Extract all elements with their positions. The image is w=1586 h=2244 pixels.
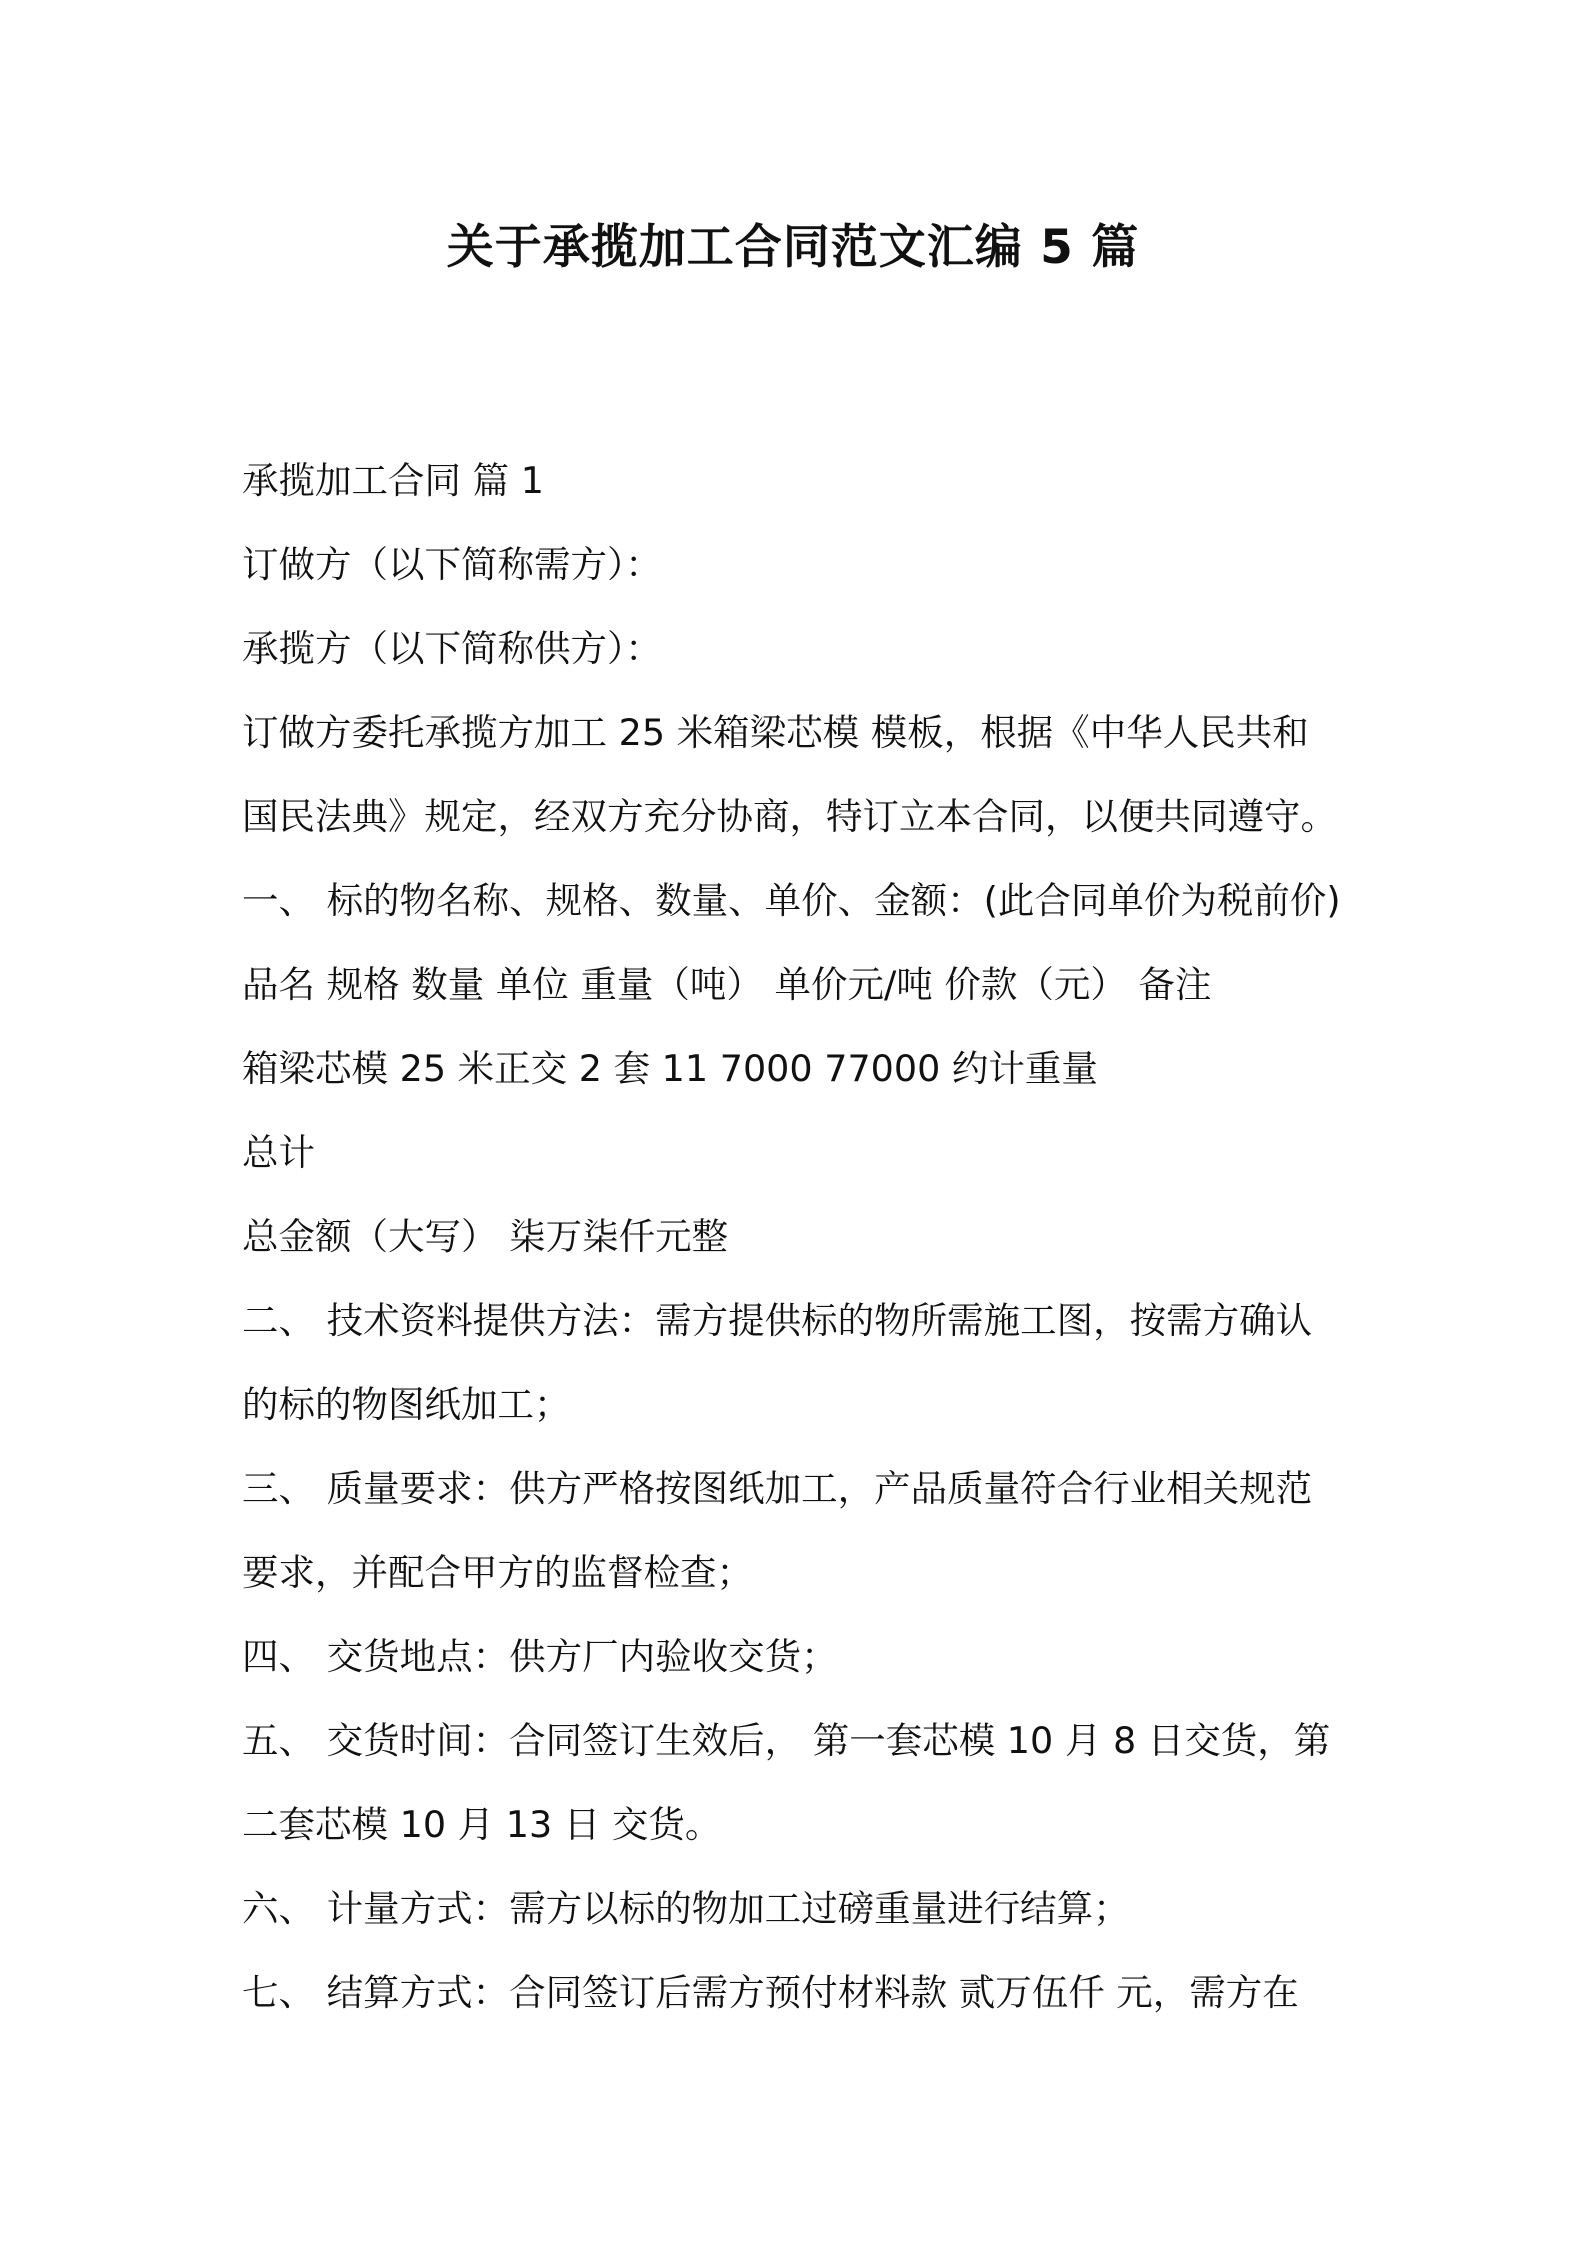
paragraph-line: 订做方委托承揽方加工 25 米箱梁芯模 模板，根据《中华人民共和 — [242, 711, 1309, 754]
table-header-line: 品名 规格 数量 单位 重量（吨） 单价元/吨 价款（元） 备注 — [242, 963, 1212, 1006]
section-heading: 承揽加工合同 篇 1 — [242, 459, 544, 502]
clause-line: 三、 质量要求：供方严格按图纸加工，产品质量符合行业相关规范 — [242, 1467, 1313, 1510]
clause-line: 六、 计量方式：需方以标的物加工过磅重量进行结算； — [242, 1887, 1130, 1930]
clause-line: 一、 标的物名称、规格、数量、单价、金额：(此合同单价为税前价) — [242, 879, 1341, 922]
clause-line: 五、 交货时间：合同签订生效后， 第一套芯模 10 月 8 日交货，第 — [242, 1719, 1331, 1762]
paragraph-line: 国民法典》规定，经双方充分协商，特订立本合同，以便共同遵守。 — [242, 795, 1337, 838]
paragraph-line: 承揽方（以下简称供方）： — [242, 627, 662, 670]
paragraph-line: 的标的物图纸加工； — [242, 1383, 571, 1426]
clause-line: 七、 结算方式：合同签订后需方预付材料款 贰万伍仟 元，需方在 — [242, 1971, 1299, 2014]
paragraph-line: 订做方（以下简称需方）： — [242, 543, 662, 586]
document-title: 关于承揽加工合同范文汇编 5 篇 — [446, 220, 1140, 275]
clause-line: 二、 技术资料提供方法：需方提供标的物所需施工图，按需方确认 — [242, 1299, 1313, 1342]
paragraph-line: 总金额（大写） 柒万柒仟元整 — [242, 1215, 729, 1258]
table-total-line: 总计 — [242, 1131, 315, 1174]
clause-line: 四、 交货地点：供方厂内验收交货； — [242, 1635, 838, 1678]
paragraph-line: 二套芯模 10 月 13 日 交货。 — [242, 1803, 722, 1846]
paragraph-line: 要求，并配合甲方的监督检查； — [242, 1551, 753, 1594]
table-row-line: 箱梁芯模 25 米正交 2 套 11 7000 77000 约计重量 — [242, 1047, 1098, 1090]
